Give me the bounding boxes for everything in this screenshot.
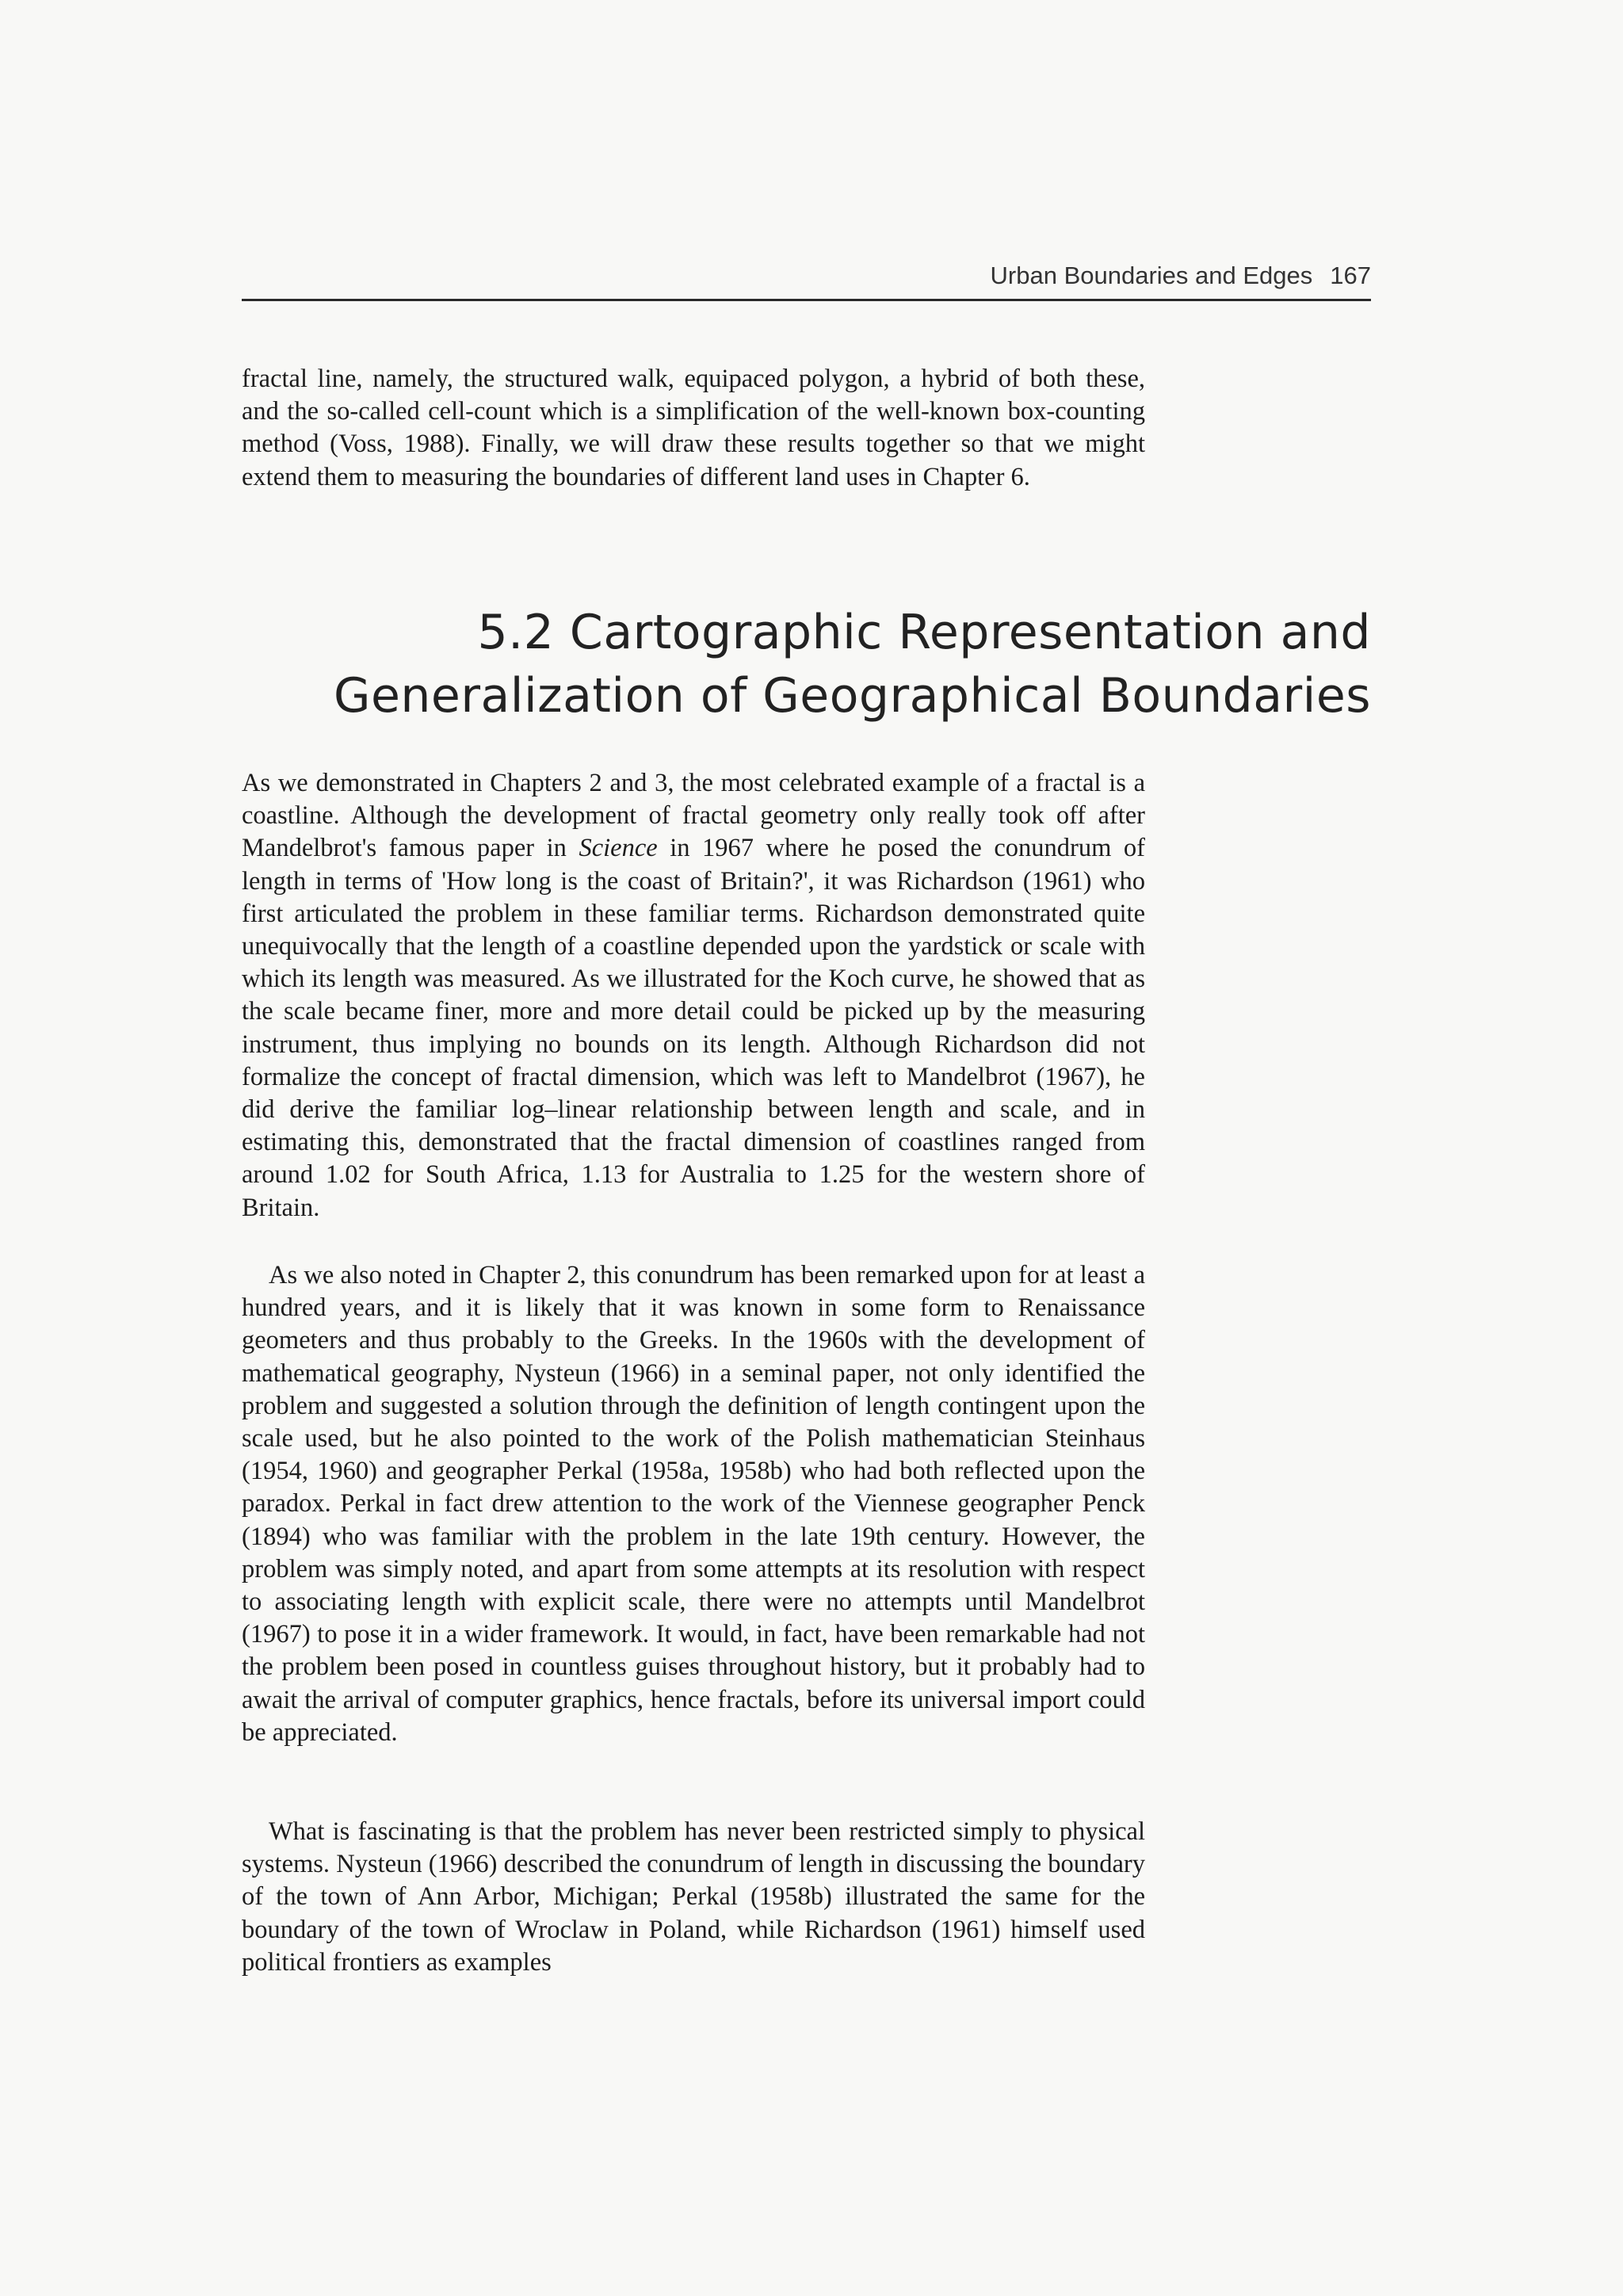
paragraph-2: As we also noted in Chapter 2, this conundrum has been remarked upon for at least a hundred years, and it is likely that it was known in some form to Renaissance geometers and thus probably to the Greeks. In the 1960s with the development of mathematical geography, Nysteun (1966) in a seminal paper, not only identified the problem and suggested a solution through the definition of length contingent upon the scale used, but he also pointed to the work of the Polish mathematician Steinhaus (1954, 1960) and geographer Perkal (1958a, 1958b) who had both reflected upon the paradox. Perkal in fact drew attention to the work of the Viennese geographer Penck (1894) who was familiar with the problem in the late 19th century. However, the problem was simply noted, and apart from some attempts at its resolution with respect to associating length with explicit scale, there were no attempts until Mandelbrot (1967) to pose it in a wider framework. It would, in fact, have been remarkable had not the problem been posed in countless guises throughout history, but it probably had to await the arrival of computer graphics, hence fractals, before its universal import could be appreciated. [242, 1261, 1145, 1747]
running-title: Urban Boundaries and Edges [990, 262, 1313, 289]
page-number: 167 [1330, 262, 1371, 289]
paragraph-1-text-a: As we demonstrated in Chapters 2 and 3, the most celebrated example of a fractal is a coastline. Although the development of fractal geometry only really took off after Mandelbrot's famous paper in [242, 769, 1145, 863]
paragraph-1 [242, 767, 1145, 1224]
paragraph-3: What is fascinating is that the problem has never been restricted simply to physical systems. Nysteun (1966) described the conundrum of length in discussing the boundary of the town of Ann Arbor, Michigan; Perkal (1958b) illustrated the same for the boundary of the town of Wroclaw in Poland, while Richardson (1961) himself used political frontiers as examples [242, 1817, 1145, 1977]
paragraph-1-text-b: in 1967 where he posed the conundrum of length in terms of 'How long is the coast of Britain?', it was Richardson (1961) who first articulated the problem in these familiar terms. Richardson demonstrated quite unequivocally that the length of a coastline depended upon the yardstick or scale with which its length was measured. As we illustrated for the Koch curve, he showed that as the scale became finer, more and more detail could be picked up by the measuring instrument, thus implying no bounds on its length. Although Richardson did not formalize the concept of fractal dimension, which was left to Mandelbrot (1967), he did derive the familiar log–linear relationship between length and scale, and in estimating this, demonstrated that the fractal dimension of coastlines ranged from around 1.02 for South Africa, 1.13 for Australia to 1.25 for the western shore of Britain. [242, 834, 1145, 1222]
section-heading-line-2: Generalization of Geographical Boundaries [333, 668, 1371, 724]
running-header [242, 262, 1371, 301]
section-heading-line-1: 5.2 Cartographic Representation and [477, 605, 1371, 660]
journal-title-italic: Science [579, 834, 658, 863]
section-heading [242, 601, 1371, 728]
intro-paragraph: fractal line, namely, the structured walk, equipaced polygon, a hybrid of both these, and the so-called cell-count which is a simplification of the well-known box-counting method (Voss, 1988). Finally, we will draw these results together so that we might extend them to measuring the boundaries of different land uses in Chapter 6. [242, 365, 1145, 491]
